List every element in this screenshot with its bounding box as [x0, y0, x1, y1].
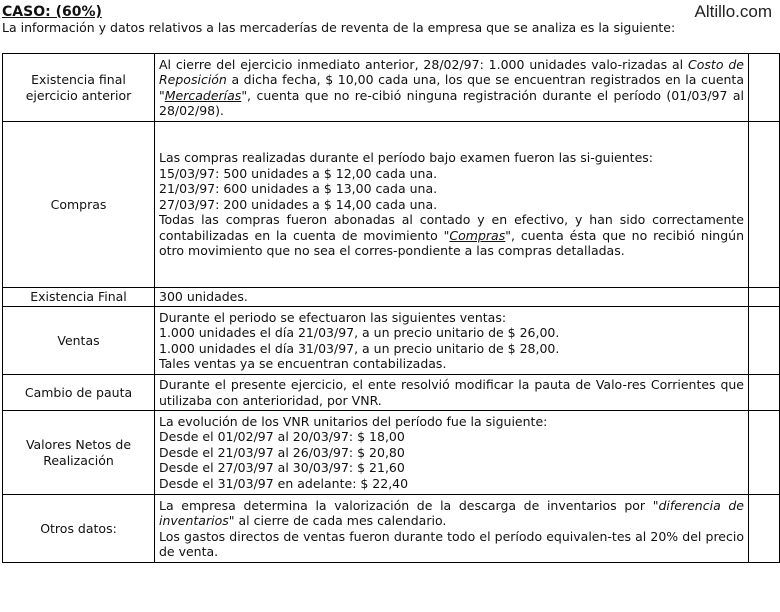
table-row: [3, 375, 780, 411]
row-spacer-cell: [749, 375, 780, 411]
row-spacer-cell: [749, 288, 780, 307]
row-spacer-cell: [749, 495, 780, 563]
table-row: [3, 307, 780, 375]
row-label-ventas: Ventas: [3, 307, 155, 375]
case-data-table: [2, 53, 780, 563]
table-row: [3, 122, 780, 288]
row-spacer-cell: [749, 307, 780, 375]
row-label-vnr: Valores Netos de Realización: [3, 411, 155, 495]
row-content-existencia-anterior: Al cierre del ejercicio inmediato anterior, 28/02/97: 1.000 unidades valo-rizadas al Costo de Reposición a dicha fecha, $ 10,00 cada una, los que se encuentran registrados en la cuenta "Mercaderías", cuenta que no re-cibió ninguna registración durante el período (01/03/97 al 28/02/98).: [155, 54, 749, 122]
row-content-otros-datos: La empresa determina la valorización de la descarga de inventarios por "diferencia de inventarios" al cierre de cada mes calendario. Los gastos directos de ventas fueron durante todo el período equivalen-tes al 20% del precio de venta.: [155, 495, 749, 563]
table-row: [3, 411, 780, 495]
row-content-ventas: Durante el periodo se efectuaron las siguientes ventas: 1.000 unidades el día 21/03/97, a un precio unitario de $ 26,00. 1.000 unidades el día 31/03/97, a un precio unitario de $ 28,00. Tales ventas ya se encuentran contabilizadas.: [155, 307, 749, 375]
case-title: CASO: (60%): [2, 4, 102, 20]
brand-logo-text[interactable]: Altillo.com: [694, 2, 772, 21]
row-content-vnr: La evolución de los VNR unitarios del período fue la siguiente: Desde el 01/02/97 al 20/03/97: $ 18,00 Desde el 21/03/97 al 26/03/97: $ 20,80 Desde el 27/03/97 al 30/03/97: $ 21,60 Desde el 31/03/97 en adelante: $ 22,40: [155, 411, 749, 495]
intro-paragraph: La información y datos relativos a las mercaderías de reventa de la empresa que se analiza es la siguiente:: [2, 20, 676, 35]
table-row: [3, 54, 780, 122]
table-row: [3, 495, 780, 563]
row-label-compras: Compras: [3, 122, 155, 288]
row-label-otros-datos: Otros datos:: [3, 495, 155, 563]
row-spacer-cell: [749, 411, 780, 495]
row-content-cambio-pauta: Durante el presente ejercicio, el ente resolvió modificar la pauta de Valo-res Corrientes que utilizaba con anterioridad, por VNR.: [155, 375, 749, 411]
row-content-existencia-final: 300 unidades.: [155, 288, 749, 307]
row-spacer-cell: [749, 122, 780, 288]
row-content-compras: Las compras realizadas durante el período bajo examen fueron las si-guientes: 15/03/97: 500 unidades a $ 12,00 cada una. 21/03/97: 600 unidades a $ 13,00 cada una. 27/03/97: 200 unidades a $ 14,00 cada una. Todas las compras fueron abonadas al contado y en efectivo, y han sido correctamente contabilizadas en la cuenta de movimiento "Compras", cuenta ésta que no recibió ningún otro movimiento que no sea el corres-pondiente a las compras detalladas.: [155, 122, 749, 288]
row-label-existencia-final: Existencia Final: [3, 288, 155, 307]
row-label-cambio-pauta: Cambio de pauta: [3, 375, 155, 411]
table-row: [3, 288, 780, 307]
row-spacer-cell: [749, 54, 780, 122]
row-label-existencia-anterior: Existencia final ejercicio anterior: [3, 54, 155, 122]
